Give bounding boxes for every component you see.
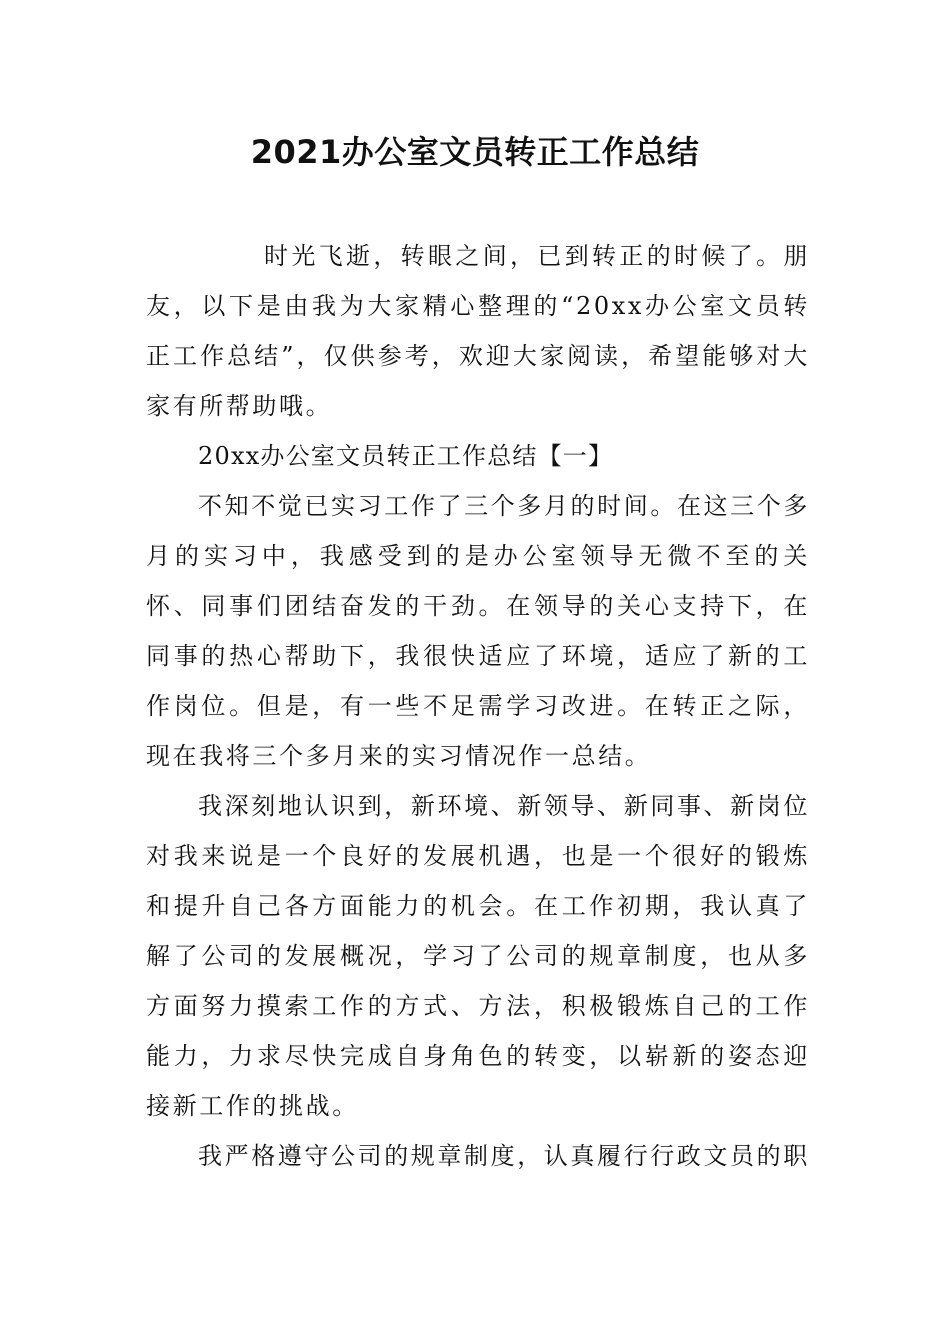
intro-paragraph: 时光飞逝，转眼之间，已到转正的时候了。朋友，以下是由我为大家精心整理的“20xx办公室文员转正工作总结”，仅供参考，欢迎大家阅读，希望能够对大家有所帮助哦。 xyxy=(146,242,810,420)
body-paragraph: 我严格遵守公司的规章制度，认真履行行政文员的职 xyxy=(198,1142,810,1170)
section-heading: 20xx办公室文员转正工作总结【一】 xyxy=(198,442,614,470)
body-paragraph: 我深刻地认识到，新环境、新领导、新同事、新岗位对我来说是一个良好的发展机遇，也是一个很好的锻炼和提升自己各方面能力的机会。在工作初期，我认真了解了公司的发展概况，学习了公司的规章制度，也从多方面努力摸索工作的方式、方法，积极锻炼自己的工作能力，力求尽快完成自身角色的转变，以崭新的姿态迎接新工作的挑战。 xyxy=(146,792,810,1120)
document-title: 2021办公室文员转正工作总结 xyxy=(250,133,700,171)
document-body xyxy=(146,231,810,1181)
body-paragraph: 不知不觉已实习工作了三个多月的时间。在这三个多月的实习中，我感受到的是办公室领导无微不至的关怀、同事们团结奋发的干劲。在领导的关心支持下，在同事的热心帮助下，我很快适应了环境，适应了新的工作岗位。但是，有一些不足需学习改进。在转正之际，现在我将三个多月来的实习情况作一总结。 xyxy=(146,492,810,770)
